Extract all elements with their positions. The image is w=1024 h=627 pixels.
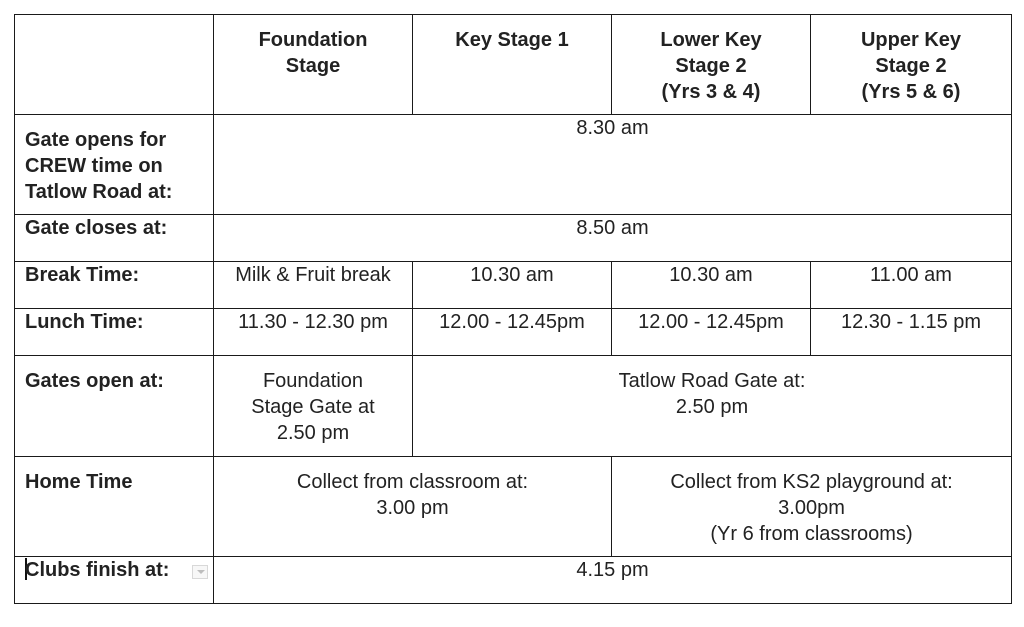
header-foundation-stage[interactable]: Foundation Stage [214,15,413,115]
crew-time-value[interactable]: 8.30 am [214,115,1012,215]
dropdown-arrow-icon[interactable] [192,565,208,579]
row-label-break-time[interactable]: Break Time: [15,262,214,309]
row-label-lunch-time[interactable]: Lunch Time: [15,309,214,356]
gates-foundation-value[interactable]: Foundation Stage Gate at 2.50 pm [214,356,413,457]
row-label-home-time[interactable]: Home Time [15,457,214,557]
table-row-break-time [15,262,1012,309]
table-row-lunch-time [15,309,1012,356]
lunch-foundation-value[interactable]: 11.30 - 12.30 pm [214,309,413,356]
home-playground-value[interactable]: Collect from KS2 playground at: 3.00pm (Yr 6 from classrooms) [612,457,1012,557]
gates-tatlow-value[interactable]: Tatlow Road Gate at: 2.50 pm [413,356,1012,457]
row-label-clubs-finish[interactable] [15,557,214,604]
lunch-uks2-value[interactable]: 12.30 - 1.15 pm [811,309,1012,356]
home-classroom-value[interactable]: Collect from classroom at: 3.00 pm [214,457,612,557]
lunch-lks2-value[interactable]: 12.00 - 12.45pm [612,309,811,356]
break-uks2-value[interactable]: 11.00 am [811,262,1012,309]
header-empty-cell[interactable] [15,15,214,115]
school-times-table [14,14,1012,604]
table-row-crew-time [15,115,1012,215]
header-row [15,15,1012,115]
header-key-stage-1[interactable]: Key Stage 1 [413,15,612,115]
table-row-gate-closes [15,215,1012,262]
row-label-crew-time[interactable]: Gate opens for CREW time on Tatlow Road at: [15,115,214,215]
clubs-finish-value[interactable]: 4.15 pm [214,557,1012,604]
break-ks1-value[interactable]: 10.30 am [413,262,612,309]
header-upper-key-stage-2[interactable]: Upper Key Stage 2 (Yrs 5 & 6) [811,15,1012,115]
table-row-gates-open [15,356,1012,457]
break-foundation-value[interactable]: Milk & Fruit break [214,262,413,309]
break-lks2-value[interactable]: 10.30 am [612,262,811,309]
row-label-gate-closes[interactable]: Gate closes at: [15,215,214,262]
clubs-finish-label-text: Clubs finish at: [25,559,170,581]
table-row-home-time [15,457,1012,557]
row-label-gates-open[interactable]: Gates open at: [15,356,214,457]
header-lower-key-stage-2[interactable]: Lower Key Stage 2 (Yrs 3 & 4) [612,15,811,115]
gate-closes-value[interactable]: 8.50 am [214,215,1012,262]
table-row-clubs-finish [15,557,1012,604]
lunch-ks1-value[interactable]: 12.00 - 12.45pm [413,309,612,356]
